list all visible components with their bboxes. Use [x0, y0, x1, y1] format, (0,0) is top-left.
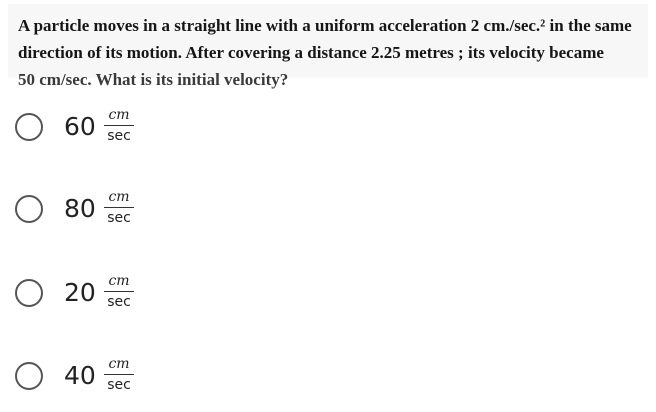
unit-denominator: sec — [107, 377, 131, 393]
unit-numerator: cm — [104, 272, 134, 292]
unit-numerator: cm — [104, 106, 134, 126]
option-d[interactable] — [0, 341, 300, 411]
option-b[interactable] — [0, 174, 300, 244]
radio-button-b[interactable] — [15, 195, 43, 223]
question-line-2: direction of its motion. After covering a distance 2.25 metres ; its velocity became — [18, 43, 604, 62]
unit-denominator: sec — [107, 128, 131, 144]
option-b-value: 80 — [64, 194, 96, 223]
option-c[interactable] — [0, 258, 300, 328]
unit-denominator: sec — [107, 210, 131, 226]
radio-button-d[interactable] — [15, 362, 43, 390]
unit-numerator: cm — [104, 188, 134, 208]
option-a[interactable] — [0, 92, 300, 162]
option-c-unit — [104, 272, 134, 311]
option-a-value: 60 — [64, 112, 96, 141]
option-d-unit — [104, 355, 134, 394]
radio-button-c[interactable] — [15, 279, 43, 307]
option-b-unit — [104, 188, 134, 227]
question-line-1: A particle moves in a straight line with a uniform acceleration 2 cm./sec.² in the same — [18, 16, 632, 35]
unit-numerator: cm — [104, 355, 134, 375]
option-a-unit — [104, 106, 134, 145]
unit-denominator: sec — [107, 294, 131, 310]
radio-button-a[interactable] — [15, 113, 43, 141]
option-c-value: 20 — [64, 278, 96, 307]
question-line-3-cropped: 50 cm/sec. What is its initial velocity? — [18, 70, 289, 89]
option-d-value: 40 — [64, 361, 96, 390]
question-text — [8, 4, 648, 89]
